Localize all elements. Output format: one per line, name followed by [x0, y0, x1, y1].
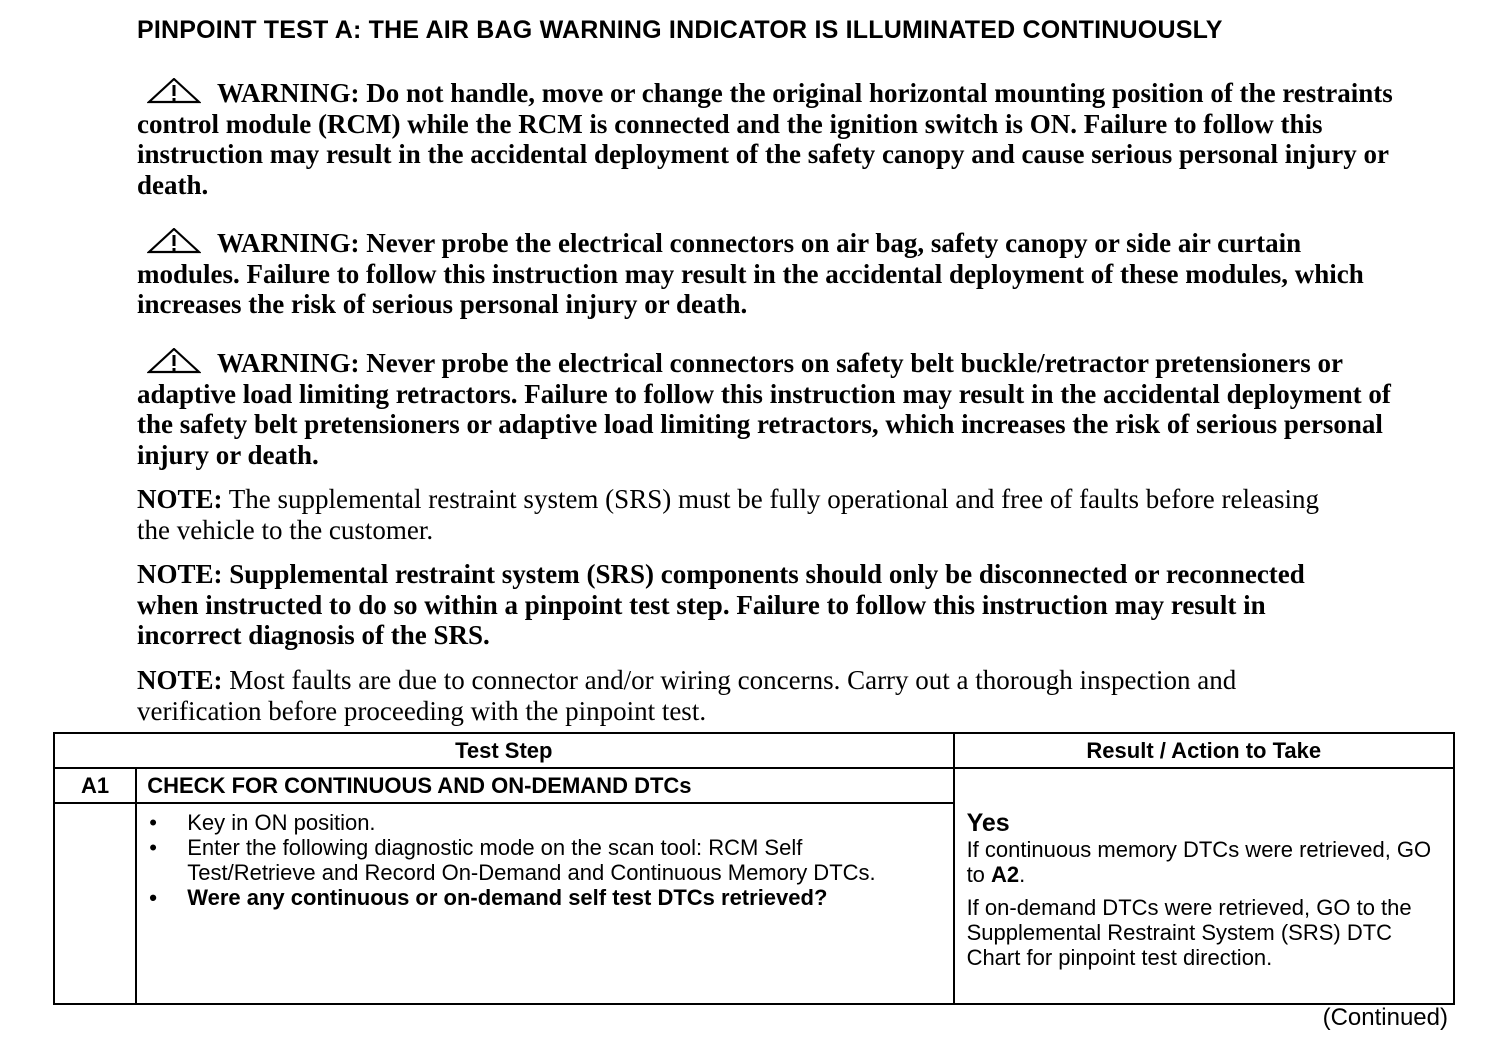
warning-2-text: WARNING: Never probe the electrical connectors on air bag, safety canopy or side air curtain modules. Failure to follow this instruction may result in the accidental deployment of these modules, which increases the risk of serious personal injury or death.	[137, 228, 1364, 319]
pinpoint-test-table	[53, 732, 1455, 1005]
step-id-blank	[54, 803, 136, 1004]
list-item: • Enter the following diagnostic mode on the scan tool: RCM Self Test/Retrieve and Record On-Demand and Continuous Memory DTCs.	[137, 835, 952, 885]
step-result	[954, 768, 1454, 1004]
result-1	[967, 837, 1443, 887]
note-label: NOTE:	[137, 484, 223, 514]
note-1	[137, 484, 1357, 545]
step-title-row	[54, 768, 1454, 803]
result-1-end: .	[1019, 862, 1026, 887]
header-result-action: Result / Action to Take	[954, 733, 1454, 768]
note-2-text: Supplemental restraint system (SRS) components should only be disconnected or reconnected when instructed to do so within a pinpoint test step. Failure to follow this instruction may result in incorrect diagnosis of the SRS.	[137, 559, 1305, 650]
warning-triangle-icon	[147, 348, 201, 372]
note-label: NOTE:	[137, 665, 223, 695]
step-id: A1	[54, 768, 136, 803]
result-1-text: If continuous memory DTCs were retrieved, GO to	[966, 837, 1432, 887]
result-1-target: A2	[991, 862, 1020, 887]
note-3-text: Most faults are due to connector and/or wiring concerns. Carry out a thorough inspection and verification before proceeding with the pinpoint test.	[137, 665, 1237, 726]
table-header-row	[54, 733, 1454, 768]
list-item: • Were any continuous or on-demand self test DTCs retrieved?	[137, 885, 952, 910]
step-instructions	[136, 803, 953, 1004]
note-1-text: The supplemental restraint system (SRS) must be fully operational and free of faults before releasing the vehicle to the customer.	[137, 484, 1319, 545]
warning-1	[137, 78, 1397, 200]
note-label: NOTE:	[137, 559, 223, 589]
list-item: • Key in ON position.	[137, 810, 952, 835]
warning-triangle-icon	[147, 228, 201, 252]
warning-3	[137, 348, 1397, 470]
note-2	[137, 559, 1357, 651]
warning-1-text: WARNING: Do not handle, move or change the original horizontal mounting position of the restraints control module (RCM) while the RCM is connected and the ignition switch is ON. Failure to follow this instruction may result in the accidental deployment of the safety canopy and cause serious personal injury or death.	[137, 78, 1393, 200]
warning-3-text: WARNING: Never probe the electrical connectors on safety belt buckle/retractor pretensioners or adaptive load limiting retractors. Failure to follow this instruction may result in the accidental deployment of the safety belt pretensioners or adaptive load limiting retractors, which increases the risk of serious personal injury or death.	[137, 348, 1391, 470]
result-2: If on-demand DTCs were retrieved, GO to the Supplemental Restraint System (SRS) DTC Chart for pinpoint test direction.	[966, 895, 1412, 970]
note-3	[137, 665, 1357, 726]
result-yes: Yes	[966, 809, 1010, 837]
step-title: CHECK FOR CONTINUOUS AND ON-DEMAND DTCs	[136, 768, 953, 803]
warning-triangle-icon	[147, 78, 201, 102]
page-title: PINPOINT TEST A: THE AIR BAG WARNING INDICATOR IS ILLUMINATED CONTINUOUSLY	[137, 16, 1223, 44]
step-bullet-list	[137, 810, 952, 910]
warning-2	[137, 228, 1397, 320]
continued-label: (Continued)	[1322, 1004, 1448, 1031]
header-test-step: Test Step	[54, 733, 954, 768]
